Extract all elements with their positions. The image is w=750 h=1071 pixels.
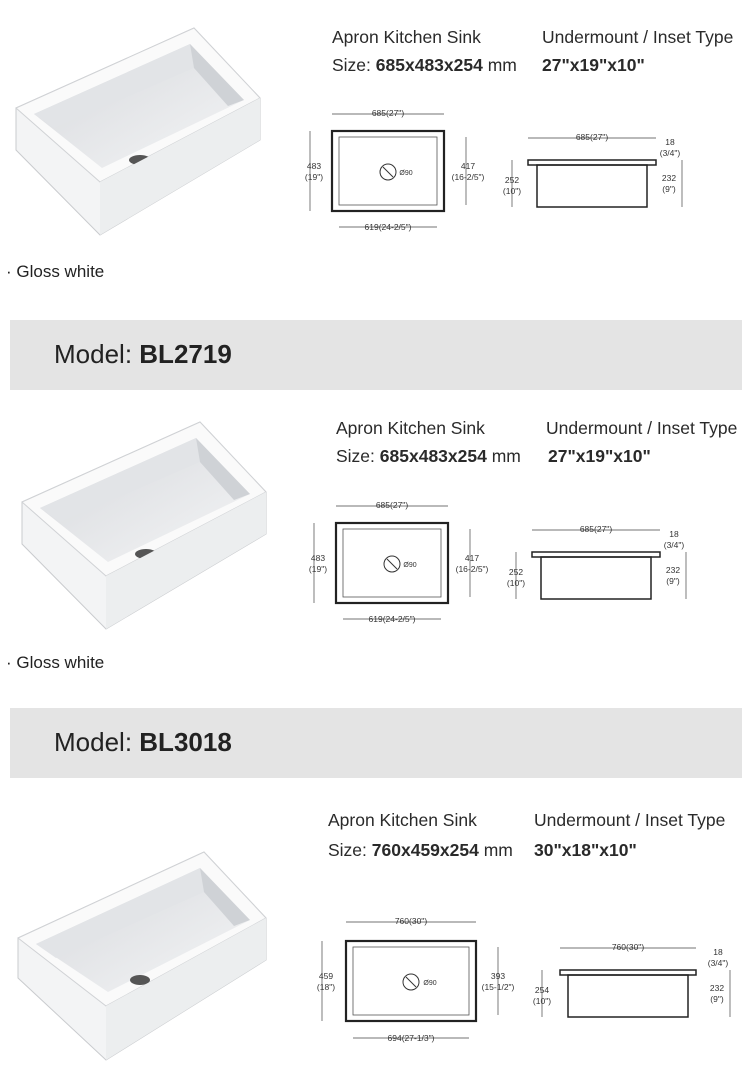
side-view-drawing	[522, 938, 742, 1028]
sink-photo	[8, 20, 264, 242]
top-depth-dim: 483	[310, 553, 326, 563]
inner-depth-in: (16-2/5")	[455, 564, 489, 574]
size-line	[332, 55, 517, 76]
bottom-width-dim: 619(24-2/5")	[364, 222, 412, 232]
product-block-3	[0, 790, 750, 1071]
top-depth-dim: 459	[318, 971, 334, 981]
top-depth-in: (19")	[304, 172, 324, 182]
side-height-dim: 254	[534, 985, 550, 995]
inch-size: 27"x19"x10"	[548, 446, 651, 466]
model-code: BL2719	[139, 339, 232, 369]
top-width-dim: 685(27")	[371, 108, 405, 118]
inch-size: 27"x19"x10"	[542, 55, 645, 75]
side-height-in: (10")	[502, 186, 522, 196]
side-width-dim: 685(27")	[579, 524, 613, 534]
inner-depth-in: (16-2/5")	[451, 172, 485, 182]
inner-depth-dim: 417	[464, 553, 480, 563]
top-width-dim: 760(30")	[394, 916, 428, 926]
rim-in: (3/4")	[663, 540, 685, 550]
side-height-dim: 252	[508, 567, 524, 577]
inner-height-dim: 232	[665, 565, 681, 575]
inner-depth-dim: 417	[460, 161, 476, 171]
size-label: Size:	[328, 840, 367, 860]
size-value: 685x483x254	[379, 446, 487, 466]
rim-in: (3/4")	[659, 148, 681, 158]
model-bar-2	[10, 708, 742, 778]
side-view-drawing	[500, 520, 710, 610]
side-height-in: (10")	[506, 578, 526, 588]
size-label: Size:	[332, 55, 371, 75]
size-unit: mm	[491, 446, 521, 466]
sink-photo	[14, 846, 270, 1068]
top-depth-in: (18")	[316, 982, 336, 992]
bottom-width-dim: 619(24-2/5")	[368, 614, 416, 624]
rim-dim: 18	[669, 529, 679, 539]
finish-label: · Gloss white	[6, 262, 105, 281]
side-width-dim: 760(30")	[611, 942, 645, 952]
size-label: Size:	[336, 446, 375, 466]
drain-dim: Ø90	[399, 170, 413, 177]
install-type: Undermount / Inset Type	[542, 27, 734, 47]
rim-in: (3/4")	[707, 958, 729, 968]
model-heading	[54, 727, 232, 758]
side-height-dim: 252	[504, 175, 520, 185]
sink-photo	[14, 414, 270, 636]
inner-height-dim: 232	[709, 983, 725, 993]
side-width-dim: 685(27")	[575, 132, 609, 142]
top-view-drawing	[296, 100, 496, 240]
inch-size: 30"x18"x10"	[534, 840, 637, 860]
top-width-dim: 685(27")	[375, 500, 409, 510]
model-label: Model:	[54, 727, 133, 757]
drain-dim: Ø90	[423, 980, 437, 987]
model-heading	[54, 339, 232, 370]
product-title: Apron Kitchen Sink	[328, 810, 477, 830]
side-view-drawing	[496, 128, 706, 218]
size-line	[336, 446, 521, 467]
product-title: Apron Kitchen Sink	[336, 418, 485, 438]
rim-dim: 18	[665, 137, 675, 147]
inner-depth-in: (15-1/2")	[481, 982, 515, 992]
top-depth-dim: 483	[306, 161, 322, 171]
size-unit: mm	[487, 55, 517, 75]
install-type: Undermount / Inset Type	[534, 810, 726, 830]
top-depth-in: (19")	[308, 564, 328, 574]
size-value: 685x483x254	[375, 55, 483, 75]
inner-height-in: (9")	[662, 184, 676, 194]
inner-height-in: (9")	[666, 576, 680, 586]
product-block-2	[0, 398, 750, 698]
size-line	[328, 840, 513, 861]
size-value: 760x459x254	[371, 840, 479, 860]
top-view-drawing	[308, 908, 518, 1050]
drain-dim: Ø90	[403, 562, 417, 569]
model-bar-1	[10, 320, 742, 390]
side-height-in: (10")	[532, 996, 552, 1006]
inner-height-in: (9")	[710, 994, 724, 1004]
inner-depth-dim: 393	[490, 971, 506, 981]
product-title: Apron Kitchen Sink	[332, 27, 481, 47]
model-label: Model:	[54, 339, 133, 369]
finish-label: · Gloss white	[6, 653, 105, 672]
bottom-width-dim: 694(27-1/3")	[387, 1033, 435, 1043]
model-code: BL3018	[139, 727, 232, 757]
size-unit: mm	[483, 840, 513, 860]
rim-dim: 18	[713, 947, 723, 957]
product-block-1	[0, 0, 750, 310]
top-view-drawing	[300, 492, 500, 632]
install-type: Undermount / Inset Type	[546, 418, 738, 438]
inner-height-dim: 232	[661, 173, 677, 183]
